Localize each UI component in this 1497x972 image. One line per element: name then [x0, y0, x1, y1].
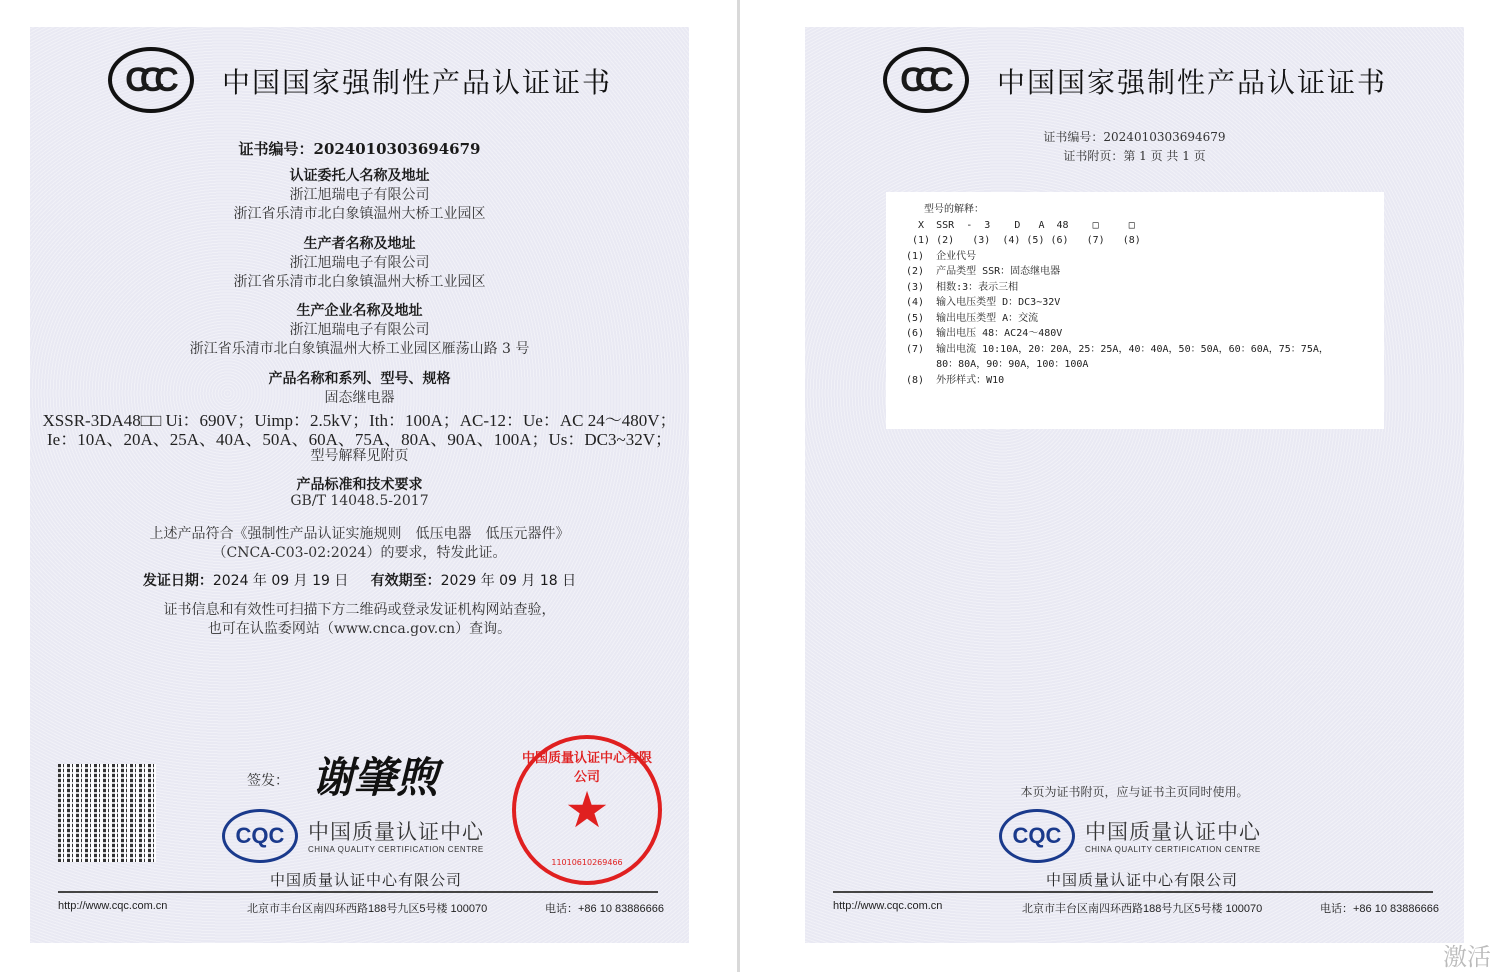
cqc-name: 中国质量认证中心	[1085, 820, 1261, 844]
footer-divider	[833, 891, 1433, 893]
standard-heading: 产品标准和技术要求	[296, 477, 423, 493]
applicant-address: 浙江省乐清市北白象镇温州大桥工业园区	[233, 206, 486, 222]
cqc-english-name: CHINA QUALITY CERTIFICATION CENTRE	[1085, 845, 1261, 854]
star-icon: ★	[564, 781, 610, 839]
activation-watermark: 激活	[1443, 943, 1491, 971]
certificate-annex-page	[805, 27, 1464, 943]
issue-date: 2024 年 09 月 19 日	[212, 573, 349, 589]
issuer-company: 中国质量认证中心有限公司	[1046, 871, 1239, 889]
model-explanation-line: X SSR - 3 D A 48 □ □	[906, 219, 1135, 231]
footer-url: http://www.cqc.com.cn	[58, 900, 168, 912]
model-explanation-line: (6) 输出电压 48：AC24～480V	[906, 328, 1063, 339]
footer-url: http://www.cqc.com.cn	[833, 900, 943, 912]
manufacturer-name: 浙江旭瑞电子有限公司	[289, 255, 430, 271]
model-explanation-line: (5) 输出电压类型 A：交流	[906, 312, 1039, 324]
model-explanation-line: (8) 外形样式：W10	[906, 374, 1005, 386]
official-seal	[512, 735, 662, 885]
verify-line-2: 也可在认监委网站（www.cnca.gov.cn）查询。	[207, 621, 512, 637]
factory-name: 浙江旭瑞电子有限公司	[289, 322, 430, 338]
factory-address: 浙江省乐清市北白象镇温州大桥工业园区雁荡山路 3 号	[189, 341, 530, 357]
model-explanation-line: 型号的解释：	[906, 204, 985, 215]
cqc-name: 中国质量认证中心	[308, 820, 484, 844]
product-name: 固态继电器	[324, 390, 395, 406]
model-explanation-line: (7) 输出电流 10:10A，20：20A，25：25A，40：40A，50：50A，60：60A，75：75A，	[906, 343, 1329, 355]
applicant-heading: 认证委托人名称及地址	[289, 168, 430, 184]
manufacturer-heading: 生产者名称及地址	[303, 236, 416, 252]
model-explanation-line: (1) 企业代号	[906, 250, 977, 262]
ccc-logo: CCC	[883, 47, 969, 113]
cqc-logo: CQC	[222, 809, 298, 863]
model-explanation-box	[886, 192, 1384, 429]
product-spec-2: Ie：10A、20A、25A、40A、50A、60A、75A、80A、90A、100A；Us：DC3~32V；	[47, 430, 672, 449]
footer-phone: 电话：+86 10 83886666	[545, 903, 664, 915]
qr-code	[58, 764, 156, 862]
dates-row	[30, 570, 689, 590]
applicant-name: 浙江旭瑞电子有限公司	[289, 187, 430, 203]
sign-label: 签发：	[247, 773, 289, 789]
model-explanation-line: (4) 输入电压类型 D：DC3~32V	[906, 297, 1061, 308]
ccc-logo: CCC	[108, 47, 194, 113]
issuer-company: 中国质量认证中心有限公司	[270, 871, 463, 889]
cert-number: 证书编号：2024010303694679	[238, 140, 481, 158]
certificate-main-page	[30, 27, 689, 943]
valid-date-label: 有效期至：	[370, 573, 441, 589]
annex-cert-number: 证书编号：2024010303694679	[1043, 130, 1226, 144]
factory-heading: 生产企业名称及地址	[296, 303, 423, 319]
seal-text: 中国质量认证中心有限公司	[521, 751, 652, 785]
conformity-line-2: （CNCA-C03-02:2024）的要求，特发此证。	[212, 545, 507, 561]
annex-page-number: 证书附页：第 1 页 共 1 页	[1063, 149, 1206, 163]
footer-divider	[58, 891, 658, 893]
signature: 谢肇煦	[312, 753, 439, 802]
annex-title: 中国国家强制性产品认证证书	[997, 66, 1388, 99]
product-spec-3: 型号解释见附页	[310, 448, 409, 464]
valid-date: 2029 年 09 月 18 日	[440, 573, 577, 589]
model-explanation-line: (1) (2) (3) (4) (5) (6) (7) (8)	[906, 235, 1141, 246]
cqc-logo: CQC	[999, 809, 1075, 863]
page-divider	[737, 0, 740, 972]
footer-address: 北京市丰台区南四环西路188号九区5号楼 100070	[247, 903, 488, 915]
certificate-title: 中国国家强制性产品认证证书	[222, 66, 613, 99]
issue-date-label: 发证日期：	[142, 573, 213, 589]
seal-number: 1101061026946​6	[551, 858, 623, 867]
manufacturer-address: 浙江省乐清市北白象镇温州大桥工业园区	[233, 274, 486, 290]
footer-phone: 电话：+86 10 83886666	[1320, 903, 1439, 915]
annex-note: 本页为证书附页，应与证书主页同时使用。	[1020, 785, 1249, 799]
model-explanation-line: 80：80A，90：90A，100：100A	[906, 359, 1089, 370]
product-heading: 产品名称和系列、型号、规格	[268, 371, 451, 387]
product-spec-1: XSSR-3DA48□□ Ui：690V；Uimp：2.5kV；Ith：100A；AC-12：Ue：AC 24～480V；	[42, 411, 677, 430]
model-explanation-line: (3) 相数:3：表示三相	[906, 281, 1019, 293]
standard-value: GB/T 14048.5-2017	[290, 493, 429, 509]
cqc-english-name: CHINA QUALITY CERTIFICATION CENTRE	[308, 845, 484, 854]
footer-address: 北京市丰台区南四环西路188号九区5号楼 100070	[1022, 903, 1263, 915]
model-explanation-line: (2) 产品类型 SSR：固态继电器	[906, 266, 1061, 277]
verify-line-1: 证书信息和有效性可扫描下方二维码或登录发证机构网站查验，	[163, 602, 556, 618]
conformity-line-1: 上述产品符合《强制性产品认证实施规则 低压电器 低压元器件》	[149, 526, 570, 542]
